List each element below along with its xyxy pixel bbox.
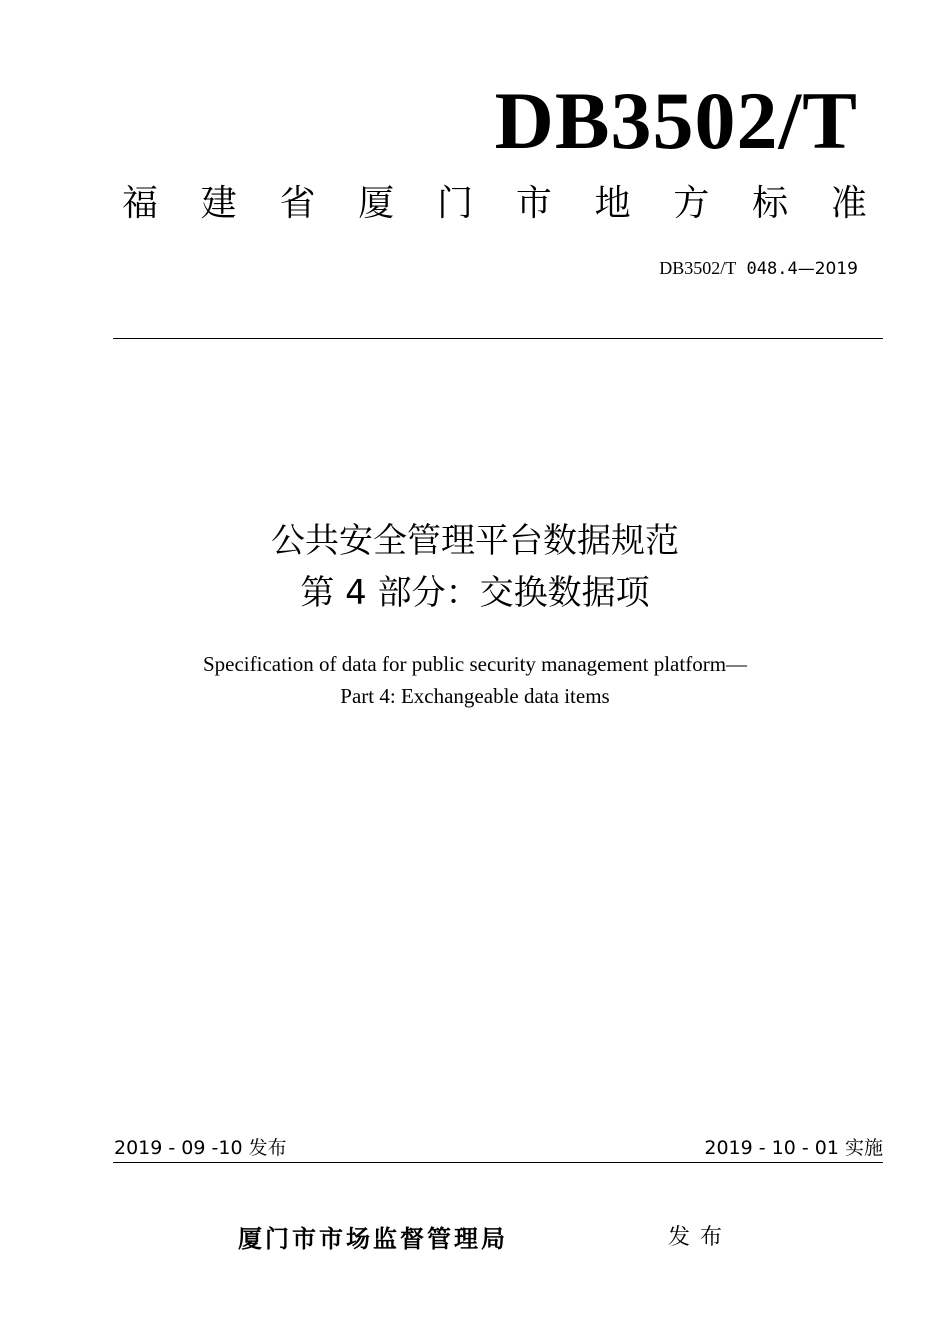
standard-category: [122, 183, 867, 224]
top-divider: [113, 338, 883, 339]
category-char: 省: [279, 183, 316, 224]
issuing-authority: 厦门市市场监督管理局: [238, 1225, 508, 1253]
standard-code-heading: DB3502/T: [494, 75, 858, 166]
chinese-title-line-1: 公共安全管理平台数据规范: [271, 521, 679, 561]
publish-date: 2019 - 09 -10 发布: [114, 1137, 287, 1159]
english-title-line-2: Part 4: Exchangeable data items: [340, 684, 610, 708]
standard-number-year: 2019: [814, 259, 858, 279]
standard-number-prefix: DB3502/T: [659, 258, 737, 278]
bottom-divider: [113, 1162, 883, 1163]
english-title-line-1: Specification of data for public security management platform—: [202, 652, 748, 676]
category-char: 建: [200, 183, 237, 224]
category-char: 地: [594, 183, 631, 224]
standard-number-dash: —: [797, 259, 815, 279]
issue-label: 发布: [668, 1225, 733, 1250]
category-char: 方: [673, 183, 710, 224]
standard-number: [659, 259, 858, 278]
category-char: 厦: [358, 183, 395, 224]
standard-number-part: 048.4: [736, 259, 798, 279]
category-char: 门: [437, 183, 474, 224]
category-char: 标: [752, 183, 789, 224]
category-char: 准: [830, 183, 867, 224]
category-char: 市: [515, 183, 552, 224]
chinese-title-line-2: 第 4 部分：交换数据项: [300, 573, 650, 613]
category-char: 福: [122, 183, 159, 224]
effective-date: 2019 - 10 - 01 实施: [704, 1137, 883, 1159]
